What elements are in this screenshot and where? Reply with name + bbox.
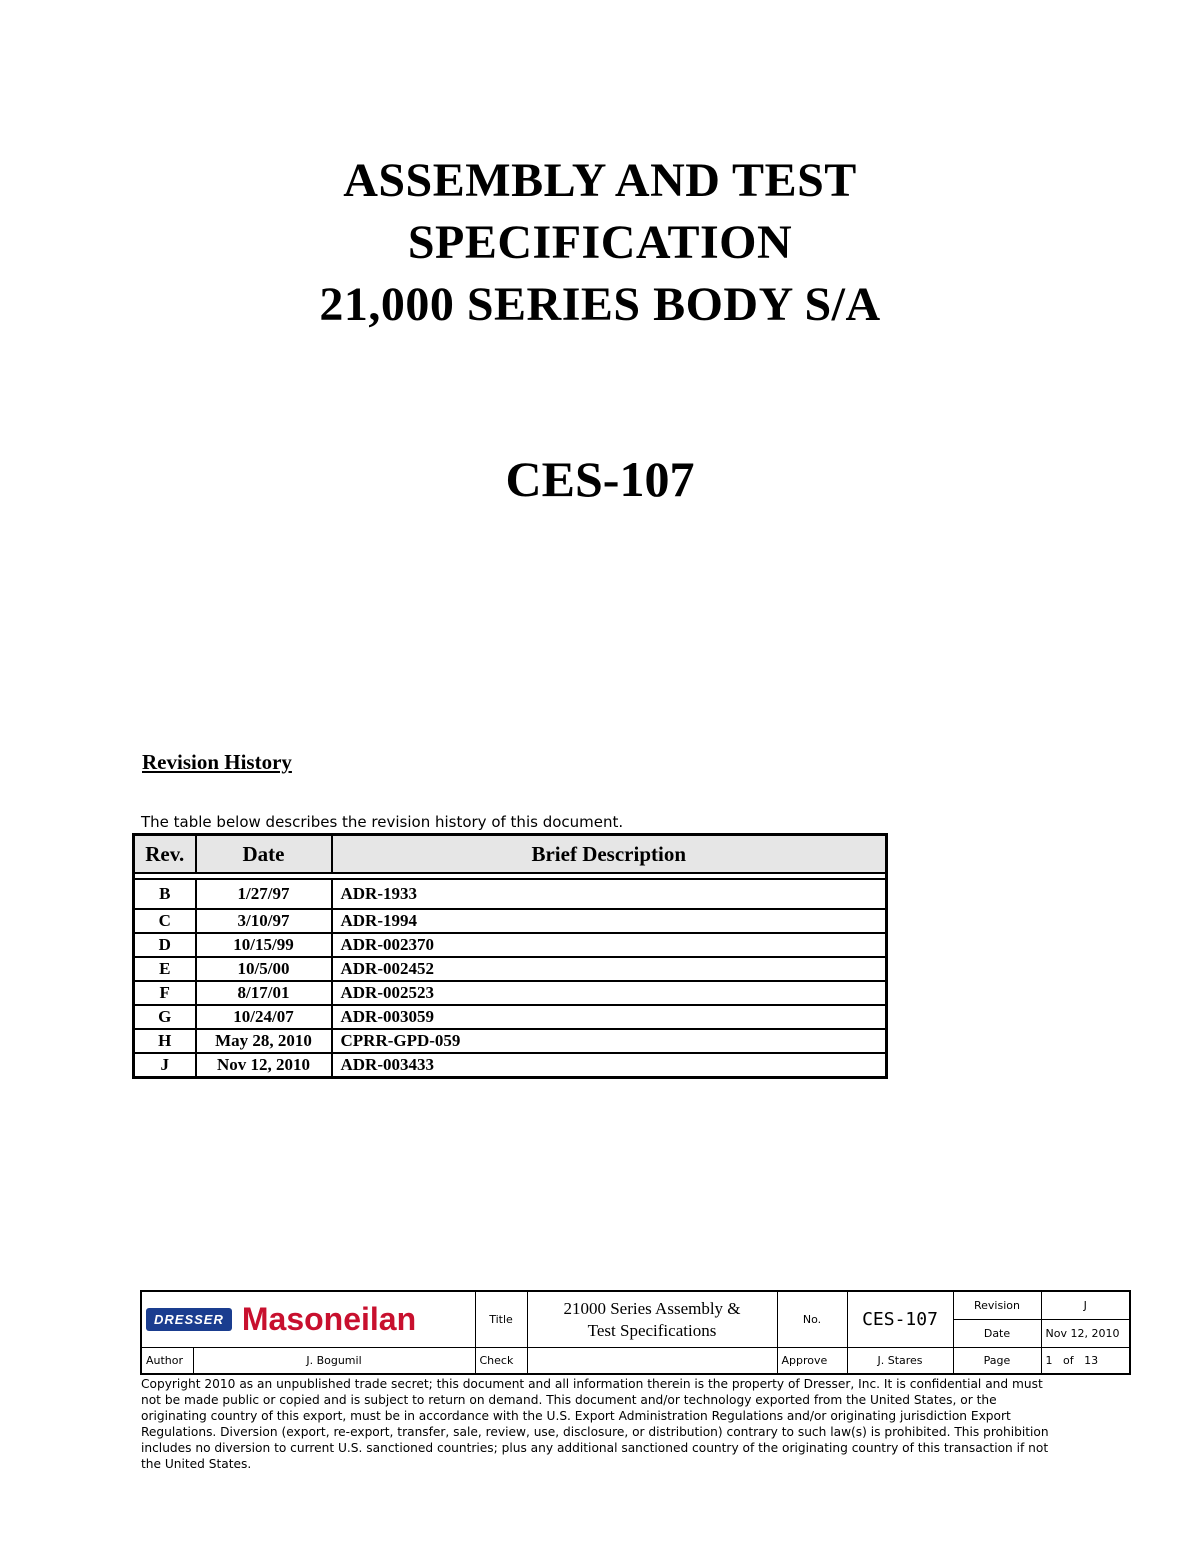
revision-table: [132, 833, 888, 1079]
page-of: of: [1063, 1353, 1074, 1367]
title-value: [527, 1291, 777, 1348]
date-value: Nov 12, 2010: [1041, 1320, 1130, 1348]
title-block-footer: [140, 1290, 1131, 1375]
rev-cell: F: [134, 981, 196, 1005]
rev-cell: D: [134, 933, 196, 957]
col-header-description: Brief Description: [332, 835, 887, 874]
title-line-2: SPECIFICATION: [407, 216, 793, 269]
description-cell: ADR-002452: [332, 957, 887, 981]
table-row: [134, 981, 887, 1005]
table-row: [134, 933, 887, 957]
document-number: CES-107: [505, 451, 695, 507]
revision-label: Revision: [953, 1291, 1041, 1320]
table-row: [134, 1029, 887, 1053]
col-header-date: Date: [196, 835, 332, 874]
rev-cell: G: [134, 1005, 196, 1029]
description-cell: CPRR-GPD-059: [332, 1029, 887, 1053]
copyright-notice: Copyright 2010 as an unpublished trade secret; this document and all information therein is the property of Dresser, Inc. It is confidential and must not be made public or copied and is subject to return on demand. This document and/or technology exported from the United States, or the originating country of this export, must be in accordance with the U.S. Export Administration Regulations and/or originating jurisdiction Export Regulations. Diversion (export, re-export, transfer, sale, review, use, disclosure, or distribution) contrary to such law(s) is prohibited. This prohibition includes no diversion to current U.S. sanctioned countries; plus any additional sanctioned country of the originating country of this transaction if not the United States.: [141, 1377, 1049, 1471]
approve-label: Approve: [777, 1348, 847, 1374]
date-cell: 8/17/01: [196, 981, 332, 1005]
page-total: 13: [1084, 1353, 1099, 1367]
page-value: [1041, 1348, 1130, 1374]
description-cell: ADR-003433: [332, 1053, 887, 1078]
company-logo: [141, 1291, 475, 1348]
col-header-rev: Rev.: [134, 835, 196, 874]
table-row: [134, 957, 887, 981]
revision-history-intro: The table below describes the revision history of this document.: [141, 813, 624, 831]
revision-table-header: [134, 835, 887, 874]
no-value: CES-107: [847, 1291, 953, 1348]
description-cell: ADR-003059: [332, 1005, 887, 1029]
check-label: Check: [475, 1348, 527, 1374]
author-value: J. Bogumil: [193, 1348, 475, 1374]
date-cell: 10/5/00: [196, 957, 332, 981]
revision-history-heading: Revision History: [142, 750, 292, 774]
table-row: [134, 879, 887, 909]
approve-value: J. Stares: [847, 1348, 953, 1374]
document-title: [0, 150, 1200, 336]
date-cell: 1/27/97: [196, 879, 332, 909]
author-label: Author: [141, 1348, 193, 1374]
page-label: Page: [953, 1348, 1041, 1374]
table-row: [134, 909, 887, 933]
description-cell: ADR-1994: [332, 909, 887, 933]
rev-cell: B: [134, 879, 196, 909]
rev-cell: H: [134, 1029, 196, 1053]
description-cell: ADR-1933: [332, 879, 887, 909]
date-cell: Nov 12, 2010: [196, 1053, 332, 1078]
date-cell: 10/24/07: [196, 1005, 332, 1029]
rev-cell: J: [134, 1053, 196, 1078]
description-cell: ADR-002370: [332, 933, 887, 957]
page-number: 1: [1045, 1353, 1053, 1367]
title-value-line-2: Test Specifications: [587, 1320, 717, 1340]
title-value-line-1: 21000 Series Assembly &: [563, 1298, 741, 1318]
rev-cell: C: [134, 909, 196, 933]
date-label: Date: [953, 1320, 1041, 1348]
date-cell: May 28, 2010: [196, 1029, 332, 1053]
title-line-1: ASSEMBLY AND TEST: [343, 154, 857, 207]
date-cell: 3/10/97: [196, 909, 332, 933]
rev-cell: E: [134, 957, 196, 981]
description-cell: ADR-002523: [332, 981, 887, 1005]
table-row: [134, 1005, 887, 1029]
masoneilan-logo: Masoneilan: [241, 1301, 417, 1337]
dresser-logo: DRESSER: [146, 1308, 232, 1331]
date-cell: 10/15/99: [196, 933, 332, 957]
revision-value: J: [1041, 1291, 1130, 1320]
table-row: [134, 1053, 887, 1078]
no-label: No.: [777, 1291, 847, 1348]
title-label: Title: [475, 1291, 527, 1348]
title-line-3: 21,000 SERIES BODY S/A: [319, 278, 881, 331]
check-value: [527, 1348, 777, 1374]
